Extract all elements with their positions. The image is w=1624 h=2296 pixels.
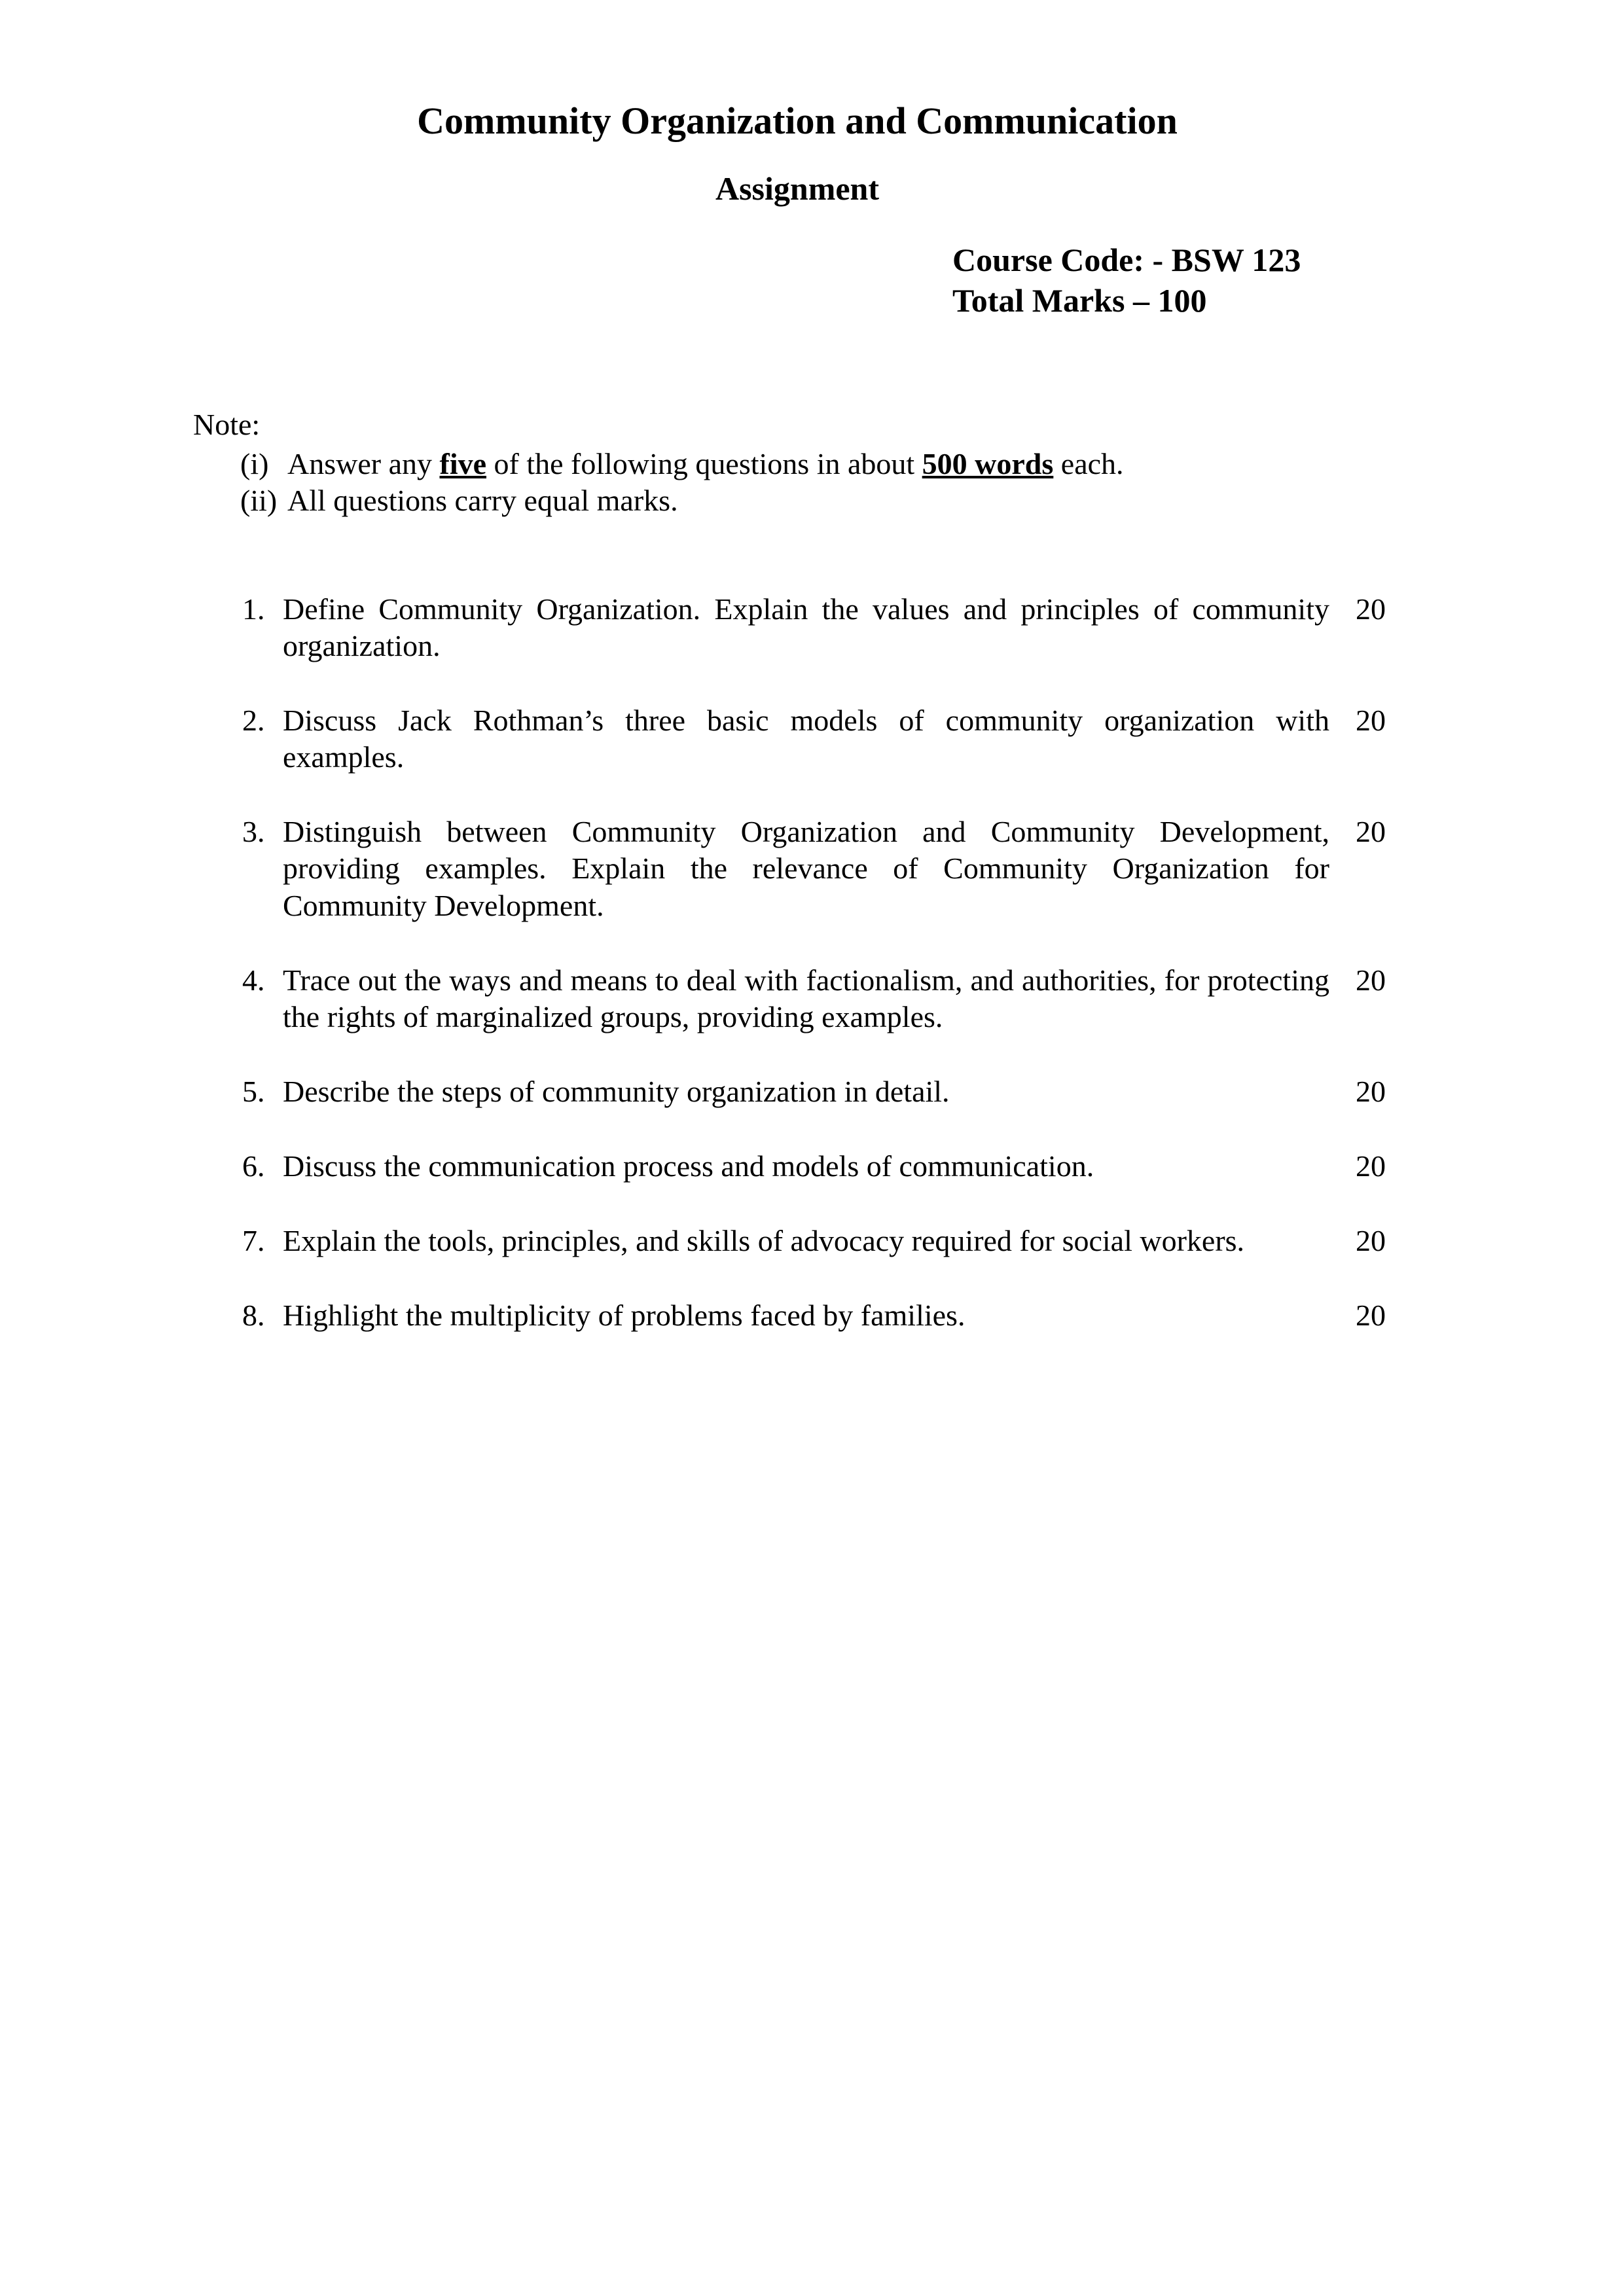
question-text: Describe the steps of community organization in detail. [283, 1074, 950, 1108]
question-number: 6. [242, 1149, 265, 1183]
question-marks: 20 [1356, 963, 1386, 997]
note-item-number: (ii) [240, 483, 278, 517]
question-marks: 20 [1356, 815, 1386, 849]
question-number: 1. [242, 592, 265, 626]
note-item-2 [240, 482, 1401, 519]
question-number: 5. [242, 1074, 265, 1108]
question-text: Discuss Jack Rothman’s three basic models of community organization with examples. [283, 704, 1329, 774]
question-text: Explain the tools, principles, and skills of advocacy required for social workers. [283, 1224, 1245, 1258]
question-marks: 20 [1356, 592, 1386, 626]
question-item-8 [242, 1297, 1401, 1334]
note-text-emphasis: five [439, 446, 487, 480]
question-number: 8. [242, 1299, 265, 1333]
page-title: Community Organization and Communication [417, 99, 1178, 142]
page-subtitle: Assignment [715, 170, 880, 207]
question-marks: 20 [1356, 704, 1386, 738]
question-number: 7. [242, 1224, 265, 1258]
note-text-segment: of the following questions in about [486, 446, 922, 480]
question-item-1 [242, 591, 1401, 664]
question-number: 4. [242, 963, 265, 997]
question-text: Distinguish between Community Organization and Community Development, providing examples. Explain the relevance of Community Organization for Community Development. [283, 815, 1329, 922]
question-item-2 [242, 702, 1401, 776]
note-item-number: (i) [240, 446, 269, 480]
question-text: Highlight the multiplicity of problems faced by families. [283, 1299, 965, 1333]
question-item-5 [242, 1073, 1401, 1110]
total-marks: Total Marks – 100 [952, 282, 1207, 319]
note-item-text [287, 447, 1124, 480]
course-info-block [952, 240, 1401, 321]
question-marks: 20 [1356, 1224, 1386, 1258]
note-item-1 [240, 446, 1401, 482]
question-text: Discuss the communication process and models of communication. [283, 1149, 1094, 1183]
question-item-7 [242, 1223, 1401, 1259]
question-text: Trace out the ways and means to deal with factionalism, and authorities, for protecting the rights of marginalized groups, providing examples. [283, 963, 1329, 1033]
note-section [193, 406, 1401, 519]
question-text: Define Community Organization. Explain the values and principles of community organization. [283, 592, 1329, 663]
question-item-3 [242, 814, 1401, 924]
note-text-segment: Answer any [287, 446, 440, 480]
question-list [193, 591, 1401, 1334]
question-marks: 20 [1356, 1299, 1386, 1333]
note-label: Note: [193, 407, 261, 441]
note-text-segment: each. [1053, 446, 1124, 480]
question-item-6 [242, 1148, 1401, 1185]
question-marks: 20 [1356, 1149, 1386, 1183]
course-code: Course Code: - BSW 123 [952, 241, 1301, 278]
question-item-4 [242, 962, 1401, 1035]
note-text-emphasis: 500 words [922, 446, 1054, 480]
question-marks: 20 [1356, 1074, 1386, 1108]
question-number: 2. [242, 704, 265, 738]
note-item-text: All questions carry equal marks. [287, 483, 678, 517]
question-number: 3. [242, 815, 265, 849]
